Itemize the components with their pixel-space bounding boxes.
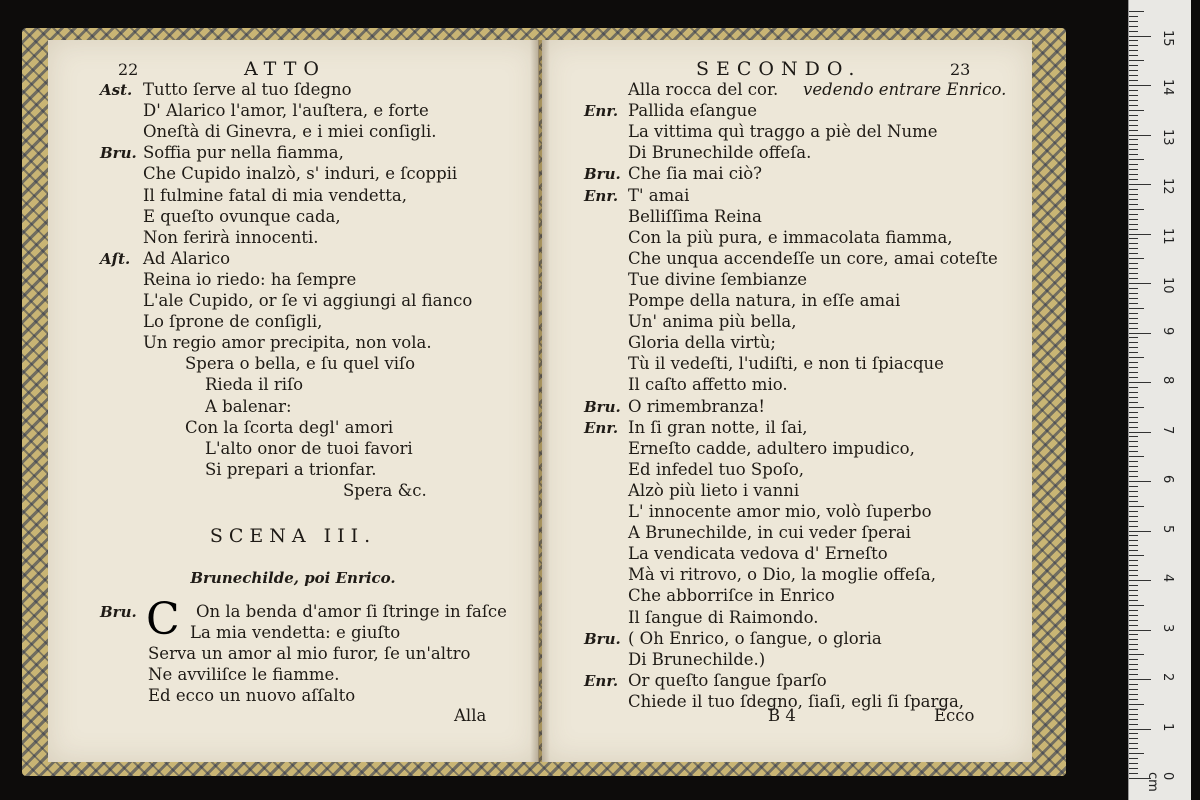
ruler-tick (1129, 738, 1138, 739)
verse-line: E queſto ovunque cada, (143, 206, 341, 226)
verse-line: Or queſto ſangue ſparſo (628, 670, 827, 690)
verse-line: Ed infedel tuo Spoſo, (628, 459, 804, 479)
ruler-tick (1129, 303, 1138, 304)
ruler-tick (1129, 595, 1138, 596)
ruler-tick (1129, 214, 1138, 215)
ruler-tick (1129, 456, 1144, 457)
ruler-tick (1129, 466, 1138, 467)
verse-line: Che Cupido inalzò, s' induri, e ſcoppii (143, 164, 458, 184)
scene-heading: SCENA III. (209, 525, 377, 547)
ruler-tick (1129, 634, 1138, 635)
ruler-label: 8 (1160, 376, 1175, 385)
book-gutter (530, 40, 550, 762)
verse-line: In ſi gran notte, il ſai, (628, 417, 808, 437)
speaker-label: Enr. (584, 186, 619, 205)
speaker-label: Aſt. (100, 249, 131, 268)
ruler-tick (1129, 362, 1138, 363)
verse-line: Ad Alarico (143, 248, 231, 268)
speaker-label: Enr. (584, 671, 619, 690)
ruler-tick (1129, 526, 1138, 527)
ruler-tick (1129, 357, 1144, 358)
ruler-tick (1129, 615, 1138, 616)
ruler-tick (1129, 382, 1151, 383)
ruler-tick (1129, 179, 1138, 180)
ruler-tick (1129, 65, 1138, 66)
ruler-tick (1129, 209, 1144, 210)
ruler-label: 5 (1160, 524, 1175, 533)
ruler-tick (1129, 481, 1151, 482)
verse-line: Che abborriſce in Enrico (628, 586, 835, 606)
ruler-tick (1129, 714, 1138, 715)
ruler-tick (1129, 243, 1138, 244)
ruler-tick (1129, 229, 1138, 230)
verse-line: Chiede il tuo ſdegno, ſiaſi, egli ſi ſparga, (628, 691, 965, 711)
ruler-tick (1129, 100, 1138, 101)
verse-line: Un' anima più bella, (628, 312, 797, 332)
ruler-tick (1129, 184, 1151, 185)
ruler-tick (1129, 704, 1144, 705)
ruler-tick (1129, 31, 1138, 32)
ruler-tick (1129, 496, 1138, 497)
right-running-head: SECONDO. (696, 58, 862, 80)
speaker-label: Enr. (584, 102, 619, 121)
ruler-tick (1129, 471, 1138, 472)
ruler-tick (1129, 531, 1151, 532)
ruler-tick (1129, 412, 1138, 413)
ruler-tick (1129, 729, 1151, 730)
verse-line: Spera o bella, e ſu quel viſo (185, 354, 416, 374)
ruler-tick (1129, 234, 1151, 235)
ruler-tick (1129, 422, 1138, 423)
ruler-tick (1129, 763, 1138, 764)
ruler-tick (1129, 580, 1151, 581)
verse-line: L'alto onor de tuoi favori (205, 438, 413, 458)
speaker-label: Bru. (584, 165, 621, 184)
ruler-tick (1129, 253, 1138, 254)
ruler-tick (1129, 590, 1138, 591)
ruler-tick (1129, 743, 1138, 744)
ruler-tick (1129, 16, 1138, 17)
ruler-tick (1129, 432, 1151, 433)
ruler-tick (1129, 189, 1138, 190)
verse-line: Il caſto affetto mio. (628, 375, 788, 395)
ruler-tick (1129, 639, 1138, 640)
ruler-tick (1129, 238, 1138, 239)
ruler-tick (1129, 679, 1151, 680)
ruler-label: 6 (1160, 475, 1175, 484)
stage-direction: vedendo entrare Enrico. (803, 80, 1007, 99)
ruler-label: 1 (1160, 722, 1175, 731)
left-page-number: 22 (118, 60, 139, 79)
ruler-tick (1129, 545, 1138, 546)
ruler-tick (1129, 45, 1138, 46)
ruler-tick (1129, 511, 1138, 512)
ruler-tick (1129, 60, 1144, 61)
ruler-tick (1129, 407, 1144, 408)
verse-line: Che ſia mai ciò? (628, 164, 763, 184)
ruler-tick (1129, 630, 1151, 631)
ruler-tick (1129, 194, 1138, 195)
ruler-tick (1129, 674, 1138, 675)
ruler-tick (1129, 451, 1138, 452)
ruler-tick (1129, 273, 1138, 274)
ruler-tick (1129, 486, 1138, 487)
right-page (542, 40, 1032, 762)
ruler-tick (1129, 540, 1138, 541)
ruler-tick (1129, 397, 1138, 398)
verse-line: Alla rocca del cor. (628, 80, 779, 99)
verse-line: Oneſtà di Ginevra, e i miei conſigli. (143, 122, 437, 142)
ruler-tick (1129, 135, 1151, 136)
ruler-tick (1129, 164, 1138, 165)
ruler-tick (1129, 219, 1138, 220)
verse-line: Pallida eſangue (628, 101, 757, 121)
ruler-tick (1129, 125, 1138, 126)
ruler-tick (1129, 308, 1144, 309)
ruler-tick (1129, 689, 1138, 690)
ruler-tick (1129, 288, 1138, 289)
ruler-label: 13 (1160, 128, 1175, 146)
ruler-tick (1129, 600, 1138, 601)
ruler-tick (1129, 575, 1138, 576)
speaker-label: Bru. (584, 629, 621, 648)
ruler-tick (1129, 204, 1138, 205)
ruler-tick (1129, 318, 1138, 319)
right-catchword: Ecco (934, 706, 975, 725)
ruler-tick (1129, 491, 1138, 492)
ruler-tick (1129, 570, 1138, 571)
verse-line: Alzò più lieto i vanni (628, 480, 800, 500)
ruler-tick (1129, 664, 1138, 665)
ruler-label: 12 (1160, 178, 1175, 195)
ruler-tick (1129, 649, 1138, 650)
verse-line: D' Alarico l'amor, l'auſtera, e forte (143, 101, 429, 121)
ruler-tick (1129, 75, 1138, 76)
ruler-tick (1129, 174, 1138, 175)
ruler-label: 9 (1160, 326, 1175, 335)
ruler-label: 11 (1160, 227, 1175, 245)
ruler-tick (1129, 313, 1138, 314)
ruler-tick (1129, 441, 1138, 442)
verse-line: Tutto ſerve al tuo ſdegno (143, 80, 352, 99)
ruler-tick (1129, 773, 1138, 774)
verse-line: Tù il vedeſti, l'udiſti, e non ti ſpiacque (628, 354, 944, 374)
ruler-tick (1129, 644, 1138, 645)
verse-line: Soffia pur nella fiamma, (143, 143, 344, 163)
scene-persons: Brunechilde, poi Enrico. (190, 569, 396, 587)
right-page-number: 23 (950, 60, 971, 79)
ruler-label: 2 (1160, 673, 1175, 682)
ruler-tick (1129, 224, 1138, 225)
ruler-tick (1129, 719, 1138, 720)
verse-line: L'ale Cupido, or ſe vi aggiungi al fianco (143, 291, 473, 310)
verse-line: T' amai (628, 185, 690, 205)
ruler-tick (1129, 446, 1138, 447)
ruler-tick (1129, 11, 1144, 12)
ruler-tick (1129, 50, 1138, 51)
ruler-tick (1129, 149, 1138, 150)
verse-line: Con la ſcorta degl' amori (185, 417, 394, 437)
ruler-tick (1129, 724, 1138, 725)
ruler-tick (1129, 283, 1151, 284)
speaker-label: Enr. (584, 418, 619, 437)
ruler-tick (1129, 352, 1138, 353)
ruler-tick (1129, 748, 1138, 749)
verse-line: Non ferirà innocenti. (143, 227, 319, 247)
ruler-tick (1129, 476, 1138, 477)
ruler-tick (1129, 154, 1138, 155)
ruler-tick (1129, 80, 1138, 81)
ruler-tick (1129, 610, 1138, 611)
ruler-tick (1129, 733, 1138, 734)
verse-line: Reina io riedo: ha ſempre (143, 269, 357, 289)
ruler-tick (1129, 169, 1138, 170)
verse-line: Lo ſprone de conſigli, (143, 312, 323, 332)
ruler-tick (1129, 521, 1138, 522)
ruler-tick (1129, 55, 1138, 56)
ruler-tick (1129, 293, 1138, 294)
ruler-tick (1129, 659, 1138, 660)
ruler-label: 10 (1160, 277, 1175, 294)
ruler-tick (1129, 70, 1138, 71)
measuring-ruler (1128, 0, 1191, 800)
verse-line: La mia vendetta: e giuſto (190, 623, 401, 642)
ruler-tick (1129, 506, 1144, 507)
verse-line: ( Oh Enrico, o ſangue, o gloria (628, 628, 882, 648)
ruler-tick (1129, 535, 1138, 536)
verse-line: Pompe della natura, in eſſe amai (628, 291, 901, 310)
ruler-tick (1129, 372, 1138, 373)
drop-cap: C (146, 594, 180, 645)
verse-line: Di Brunechilde offeſa. (628, 143, 812, 163)
ruler-tick (1129, 436, 1138, 437)
ruler-tick (1129, 263, 1138, 264)
ruler-tick (1129, 565, 1138, 566)
ruler-label: 4 (1160, 574, 1175, 583)
ruler-tick (1129, 427, 1138, 428)
ruler-label: 3 (1160, 623, 1175, 632)
ruler-tick (1129, 159, 1144, 160)
verse-line: Erneſto cadde, adultero impudico, (628, 438, 915, 458)
ruler-tick (1129, 199, 1138, 200)
ruler-tick (1129, 90, 1138, 91)
ruler-tick (1129, 95, 1138, 96)
verse-line: A balenar: (205, 396, 292, 416)
left-catchword: Alla (454, 706, 487, 725)
signature-mark: B 4 (768, 706, 796, 725)
verse-line: Rieda il riſo (205, 375, 304, 395)
ruler-label: 15 (1160, 29, 1175, 47)
ruler-tick (1129, 768, 1138, 769)
left-running-head: ATTO (244, 58, 326, 80)
verse-line: A Brunechilde, in cui veder ſperai (628, 523, 911, 543)
ruler-tick (1129, 516, 1138, 517)
ruler-tick (1129, 40, 1138, 41)
verse-line: Ne avviliſce le fiamme. (148, 665, 340, 684)
ruler-tick (1129, 130, 1138, 131)
ruler-tick (1129, 115, 1138, 116)
ruler-tick (1129, 120, 1138, 121)
ruler-tick (1129, 654, 1144, 655)
ruler-tick (1129, 387, 1138, 388)
ruler-tick (1129, 328, 1138, 329)
ruler-tick (1129, 620, 1138, 621)
ruler-tick (1129, 105, 1138, 106)
ruler-tick (1129, 21, 1138, 22)
verse-line: Che unqua accendeſſe un core, amai coteſte (628, 248, 998, 268)
ruler-tick (1129, 605, 1144, 606)
ruler-tick (1129, 144, 1138, 145)
ruler-tick (1129, 347, 1138, 348)
verse-line: La vittima quì traggo a piè del Nume (628, 122, 938, 142)
speaker-label: Bru. (100, 603, 137, 621)
verse-line: Tue divine ſembianze (628, 269, 807, 289)
ruler-tick (1129, 248, 1138, 249)
ruler-tick (1129, 337, 1138, 338)
verse-line: Di Brunechilde.) (628, 649, 766, 669)
ruler-tick (1129, 85, 1151, 86)
ruler-tick (1129, 669, 1138, 670)
ruler-label: 7 (1160, 425, 1175, 434)
verse-line: L' innocente amor mio, volò ſuperbo (628, 502, 932, 521)
ruler-tick (1129, 402, 1138, 403)
verse-line: O rimembranza! (628, 396, 766, 416)
ruler-tick (1129, 298, 1138, 299)
ruler-tick (1129, 501, 1138, 502)
verse-line: Gloria della virtù; (628, 333, 776, 353)
ruler-tick (1129, 694, 1138, 695)
ruler-tick (1129, 560, 1138, 561)
ruler-tick (1129, 417, 1138, 418)
ruler-tick (1129, 110, 1144, 111)
verse-line: Serva un amor al mio furor, ſe un'altro (148, 644, 471, 663)
speaker-label: Bru. (584, 397, 621, 416)
ruler-tick (1129, 258, 1144, 259)
verse-line: Belliſſima Reina (628, 206, 762, 226)
verse-line: Si prepari a trionfar. (205, 459, 377, 479)
ruler-tick (1129, 36, 1151, 37)
verse-line: Il fulmine fatal di mia vendetta, (143, 185, 408, 205)
verse-line: Con la più pura, e immacolata fiamma, (628, 227, 953, 247)
ruler-tick (1129, 758, 1138, 759)
ruler-tick (1129, 709, 1138, 710)
ruler-tick (1129, 367, 1138, 368)
speaker-label: Bru. (100, 144, 137, 163)
verse-line: Il ſangue di Raimondo. (628, 607, 819, 627)
verse-line: Ed ecco un nuovo aſſalto (148, 686, 356, 705)
ruler-tick (1129, 461, 1138, 462)
ruler-tick (1129, 323, 1138, 324)
verse-line: La vendicata vedova d' Erneſto (628, 544, 888, 564)
ruler-tick (1129, 585, 1138, 586)
speaker-label: Ast. (100, 81, 133, 99)
ruler-tick (1129, 684, 1138, 685)
ruler-tick (1129, 753, 1144, 754)
left-page (48, 40, 539, 762)
ruler-tick (1129, 550, 1138, 551)
ruler-tick (1129, 625, 1138, 626)
ruler-tick (1129, 392, 1138, 393)
ruler-label: 0 cm (1145, 772, 1175, 792)
ruler-tick (1129, 278, 1138, 279)
ruler-label: 14 (1160, 79, 1175, 96)
verse-line: Un regio amor precipita, non vola. (143, 333, 432, 353)
verse-line: Mà vi ritrovo, o Dio, la moglie offeſa, (628, 565, 936, 585)
ruler-tick (1129, 377, 1138, 378)
ruler-tick (1129, 555, 1144, 556)
ruler-tick (1129, 342, 1138, 343)
ruler-tick (1129, 333, 1151, 334)
ruler-tick (1129, 139, 1138, 140)
ruler-tick (1129, 699, 1138, 700)
verse-line: On la benda d'amor ſi ſtringe in faſce (196, 602, 507, 621)
ruler-tick (1129, 26, 1138, 27)
ruler-tick (1129, 268, 1138, 269)
verse-line: Spera &c. (343, 480, 427, 500)
